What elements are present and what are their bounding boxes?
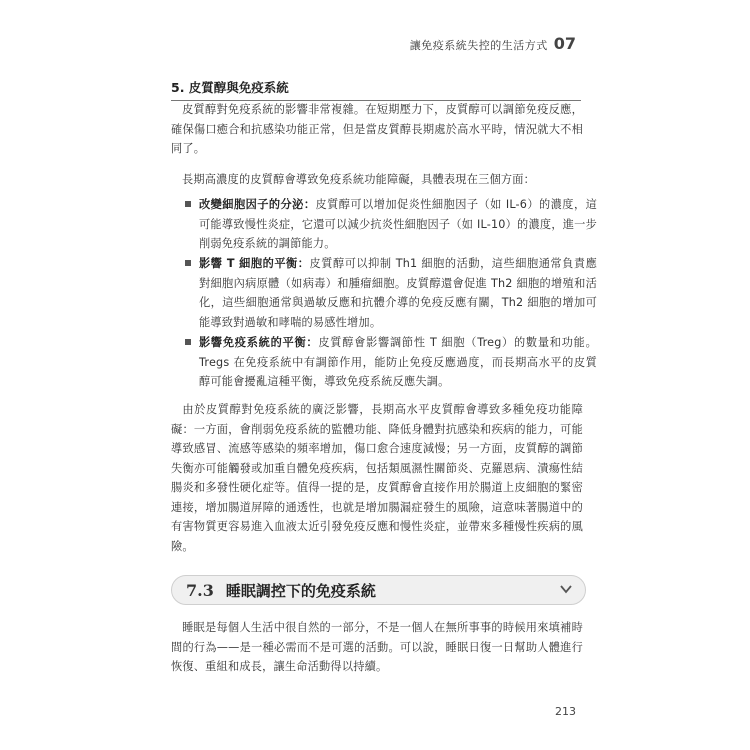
lead-paragraph-text: 長期高濃度的皮質醇會導致免疫系統功能障礙，具體表現在三個方面： <box>182 173 536 186</box>
subsection-paragraph-text: 睡眠是每個人生活中很自然的一部分，不是一個人在無所事事的時候用來填補時間的行為——是一種必需而不是可選的活動。可以說，睡眠日復一日幫助人體進行恢復、重組和成長，讓生命活動得以持續。 <box>171 621 583 673</box>
bullet-term: 影響 T 細胞的平衡： <box>199 257 310 270</box>
square-bullet-icon <box>185 201 191 207</box>
bullet-term: 影響免疫系統的平衡： <box>199 336 319 349</box>
bullet-text: 皮質醇會影響調節性 T 細胞（Treg）的數量和功能。Tregs 在免疫系統中有調節作用，能防止免疫反應過度，而長期高水平的皮質醇可能會擾亂這種平衡，導致免疫系統反應失調。 <box>199 336 597 388</box>
subsection-title: 睡眠調控下的免疫系統 <box>225 581 376 600</box>
bullet-text: 皮質醇可以增加促炎性細胞因子（如 IL-6）的濃度，這可能導致慢性炎症，它還可以減少抗炎性細胞因子（如 IL-10）的濃度，進一步削弱免疫系統的調節能力。 <box>199 198 597 250</box>
bullet-term: 改變細胞因子的分泌： <box>199 198 316 211</box>
lead-paragraph <box>171 170 583 190</box>
intro-paragraph-text: 皮質醇對免疫系統的影響非常複雜。在短期壓力下，皮質醇可以調節免疫反應，確保傷口癒合和抗感染功能正常，但是當皮質醇長期處於高水平時，情況就大不相同了。 <box>171 103 583 155</box>
chapter-number: 07 <box>553 34 576 53</box>
running-header <box>410 34 576 53</box>
bullet-item-immune-balance <box>185 333 597 392</box>
square-bullet-icon <box>185 339 191 345</box>
section-heading: 5. 皮質醇與免疫系統 <box>171 78 581 101</box>
bullet-item-t-cell-balance <box>185 254 597 332</box>
closing-paragraph-text: 由於皮質醇對免疫系統的廣泛影響，長期高水平皮質醇會導致多種免疫功能障礙：一方面，會削弱免疫系統的監體功能、降低身體對抗感染和疾病的能力，可能導致感冒、流感等感染的頻率增加，傷口愈合速度減慢；另一方面，皮質醇的調節失衡亦可能觸發或加重自體免疫疾病，包括類風濕性關節炎、克羅恩病、潰瘍性結腸炎和多發性硬化症等。值得一提的是，皮質醇會直接作用於腸道上皮細胞的緊密連接，增加腸道屏障的通透性，也就是增加腸漏症發生的風險，這意味著腸道中的有害物質更容易進入血液太近引發免疫反應和慢性炎症，並帶來多種慢性疾病的風險。 <box>171 403 583 553</box>
chevron-down-icon[interactable] <box>559 582 573 596</box>
square-bullet-icon <box>185 260 191 266</box>
bullet-item-cytokines <box>185 195 597 254</box>
bullet-text: 皮質醇可以抑制 Th1 細胞的活動，這些細胞通常負責應對細胞內病原體（如病毒）和腫瘤細胞。皮質醇還會促進 Th2 細胞的增殖和活化，這些細胞通常與過敏反應和抗體介導的免疫反應有關，Th2 細胞的增加可能導致對過敏和哮喘的易感性增加。 <box>199 257 597 329</box>
running-title: 讓免疫系統失控的生活方式 <box>409 39 548 52</box>
subsection-number: 7.3 <box>186 580 214 600</box>
closing-paragraph <box>171 400 583 556</box>
intro-paragraph <box>171 100 583 159</box>
subsection-paragraph <box>171 618 583 677</box>
page-number: 213 <box>555 705 576 718</box>
subsection-heading-box[interactable] <box>171 575 586 605</box>
